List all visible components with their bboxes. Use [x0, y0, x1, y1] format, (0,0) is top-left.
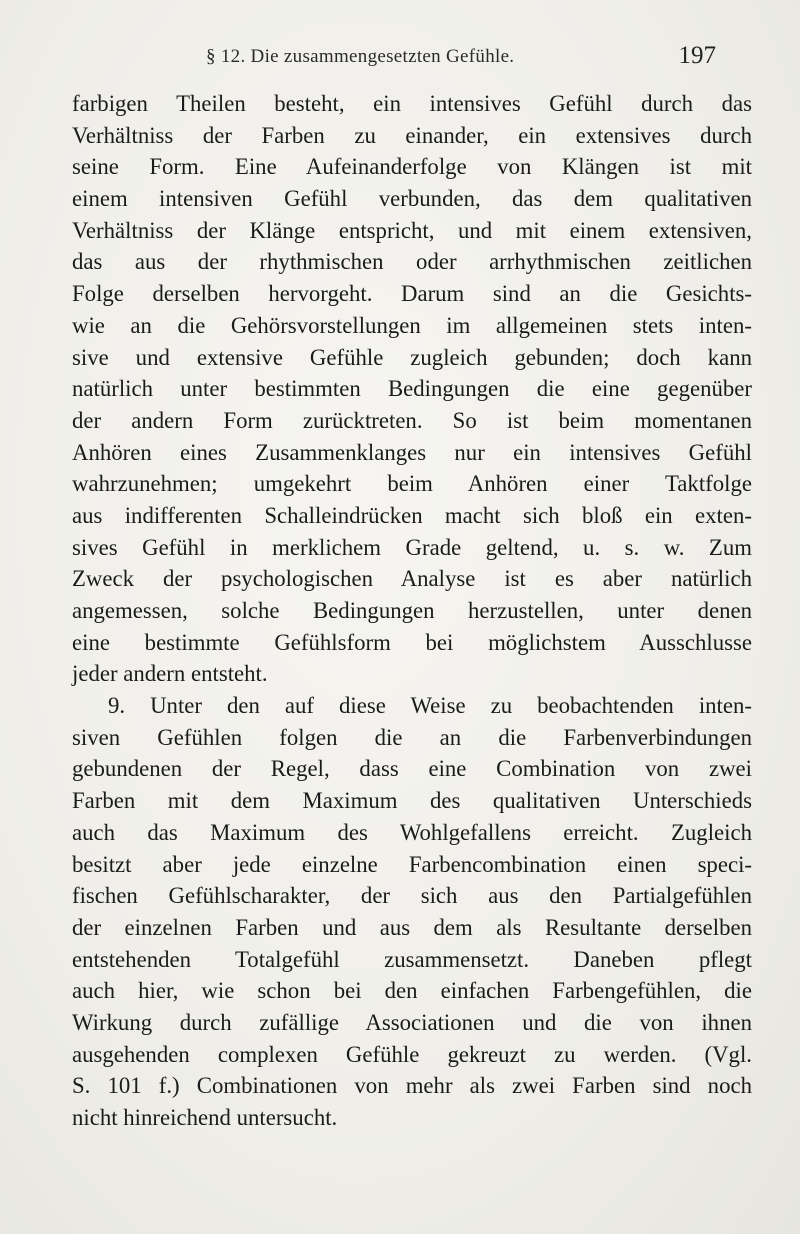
text-line: Farben mit dem Maximum des qualitativen Unterschieds: [72, 788, 752, 814]
text-line: gebundenen der Regel, dass eine Combination von zwei: [72, 756, 752, 782]
text-line: besitzt aber jede einzelne Farbencombination einen speci-: [72, 851, 752, 877]
text-line: sives Gefühl in merklichem Grade geltend, u. s. w. Zum: [72, 534, 752, 560]
text-line: einem intensiven Gefühl verbunden, das dem qualitativen: [72, 186, 752, 212]
text-line: entstehenden Totalgefühl zusammensetzt. Daneben pflegt: [72, 946, 752, 972]
text-line: natürlich unter bestimmten Bedingungen die eine gegenüber: [72, 376, 752, 402]
text-line: farbigen Theilen besteht, ein intensives Gefühl durch das: [72, 91, 752, 116]
text-line: auch hier, wie schon bei den einfachen Farbengefühlen, die: [72, 978, 752, 1004]
text-line: aus indifferenten Schalleindrücken macht sich bloß ein exten-: [72, 502, 752, 528]
text-line: eine bestimmte Gefühlsform bei möglichstem Ausschlusse: [72, 629, 752, 655]
page-header: [206, 42, 716, 76]
text-line: Verhältniss der Farben zu einander, ein extensives durch: [72, 122, 752, 148]
text-line: Anhören eines Zusammenklanges nur ein intensives Gefühl: [72, 439, 752, 465]
paragraph-end-line: nicht hinreichend untersucht.: [72, 1105, 338, 1130]
text-line: der andern Form zurücktreten. So ist beim momentanen: [72, 407, 752, 433]
text-line: auch das Maximum des Wohlgefallens erreicht. Zugleich: [72, 819, 752, 845]
text-line: Folge derselben hervorgeht. Darum sind an die Gesichts-: [72, 281, 752, 307]
text-line: wahrzunehmen; umgekehrt beim Anhören einer Taktfolge: [72, 471, 752, 497]
paragraph-end-line: jeder andern entsteht.: [72, 661, 268, 687]
text-line: sive und extensive Gefühle zugleich gebunden; doch kann: [72, 344, 752, 370]
text-line: S. 101 f.) Combinationen von mehr als zwei Farben sind noch: [72, 1073, 752, 1099]
paragraph-start-line: 9. Unter den auf diese Weise zu beobachtenden inten-: [108, 693, 752, 719]
text-line: der einzelnen Farben und aus dem als Resultante derselben: [72, 914, 752, 940]
text-line: wie an die Gehörsvorstellungen im allgemeinen stets inten-: [72, 312, 752, 338]
text-line: siven Gefühlen folgen die an die Farbenverbindungen: [72, 724, 752, 750]
body-text: [72, 88, 752, 1134]
running-head: § 12. Die zusammengesetzten Gefühle.: [206, 46, 515, 67]
text-line: fischen Gefühlscharakter, der sich aus den Partialgefühlen: [72, 883, 752, 909]
page-number: 197: [678, 42, 716, 69]
text-line: Verhältniss der Klänge entspricht, und mit einem extensiven,: [72, 217, 752, 243]
text-line: ausgehenden complexen Gefühle gekreuzt zu werden. (Vgl.: [72, 1041, 752, 1067]
text-line: seine Form. Eine Aufeinanderfolge von Klängen ist mit: [72, 154, 752, 180]
text-line: das aus der rhythmischen oder arrhythmischen zeitlichen: [72, 249, 752, 275]
text-line: angemessen, solche Bedingungen herzustellen, unter denen: [72, 598, 752, 623]
text-line: Zweck der psychologischen Analyse ist es aber natürlich: [72, 566, 752, 592]
text-line: Wirkung durch zufällige Associationen und die von ihnen: [72, 1009, 752, 1035]
